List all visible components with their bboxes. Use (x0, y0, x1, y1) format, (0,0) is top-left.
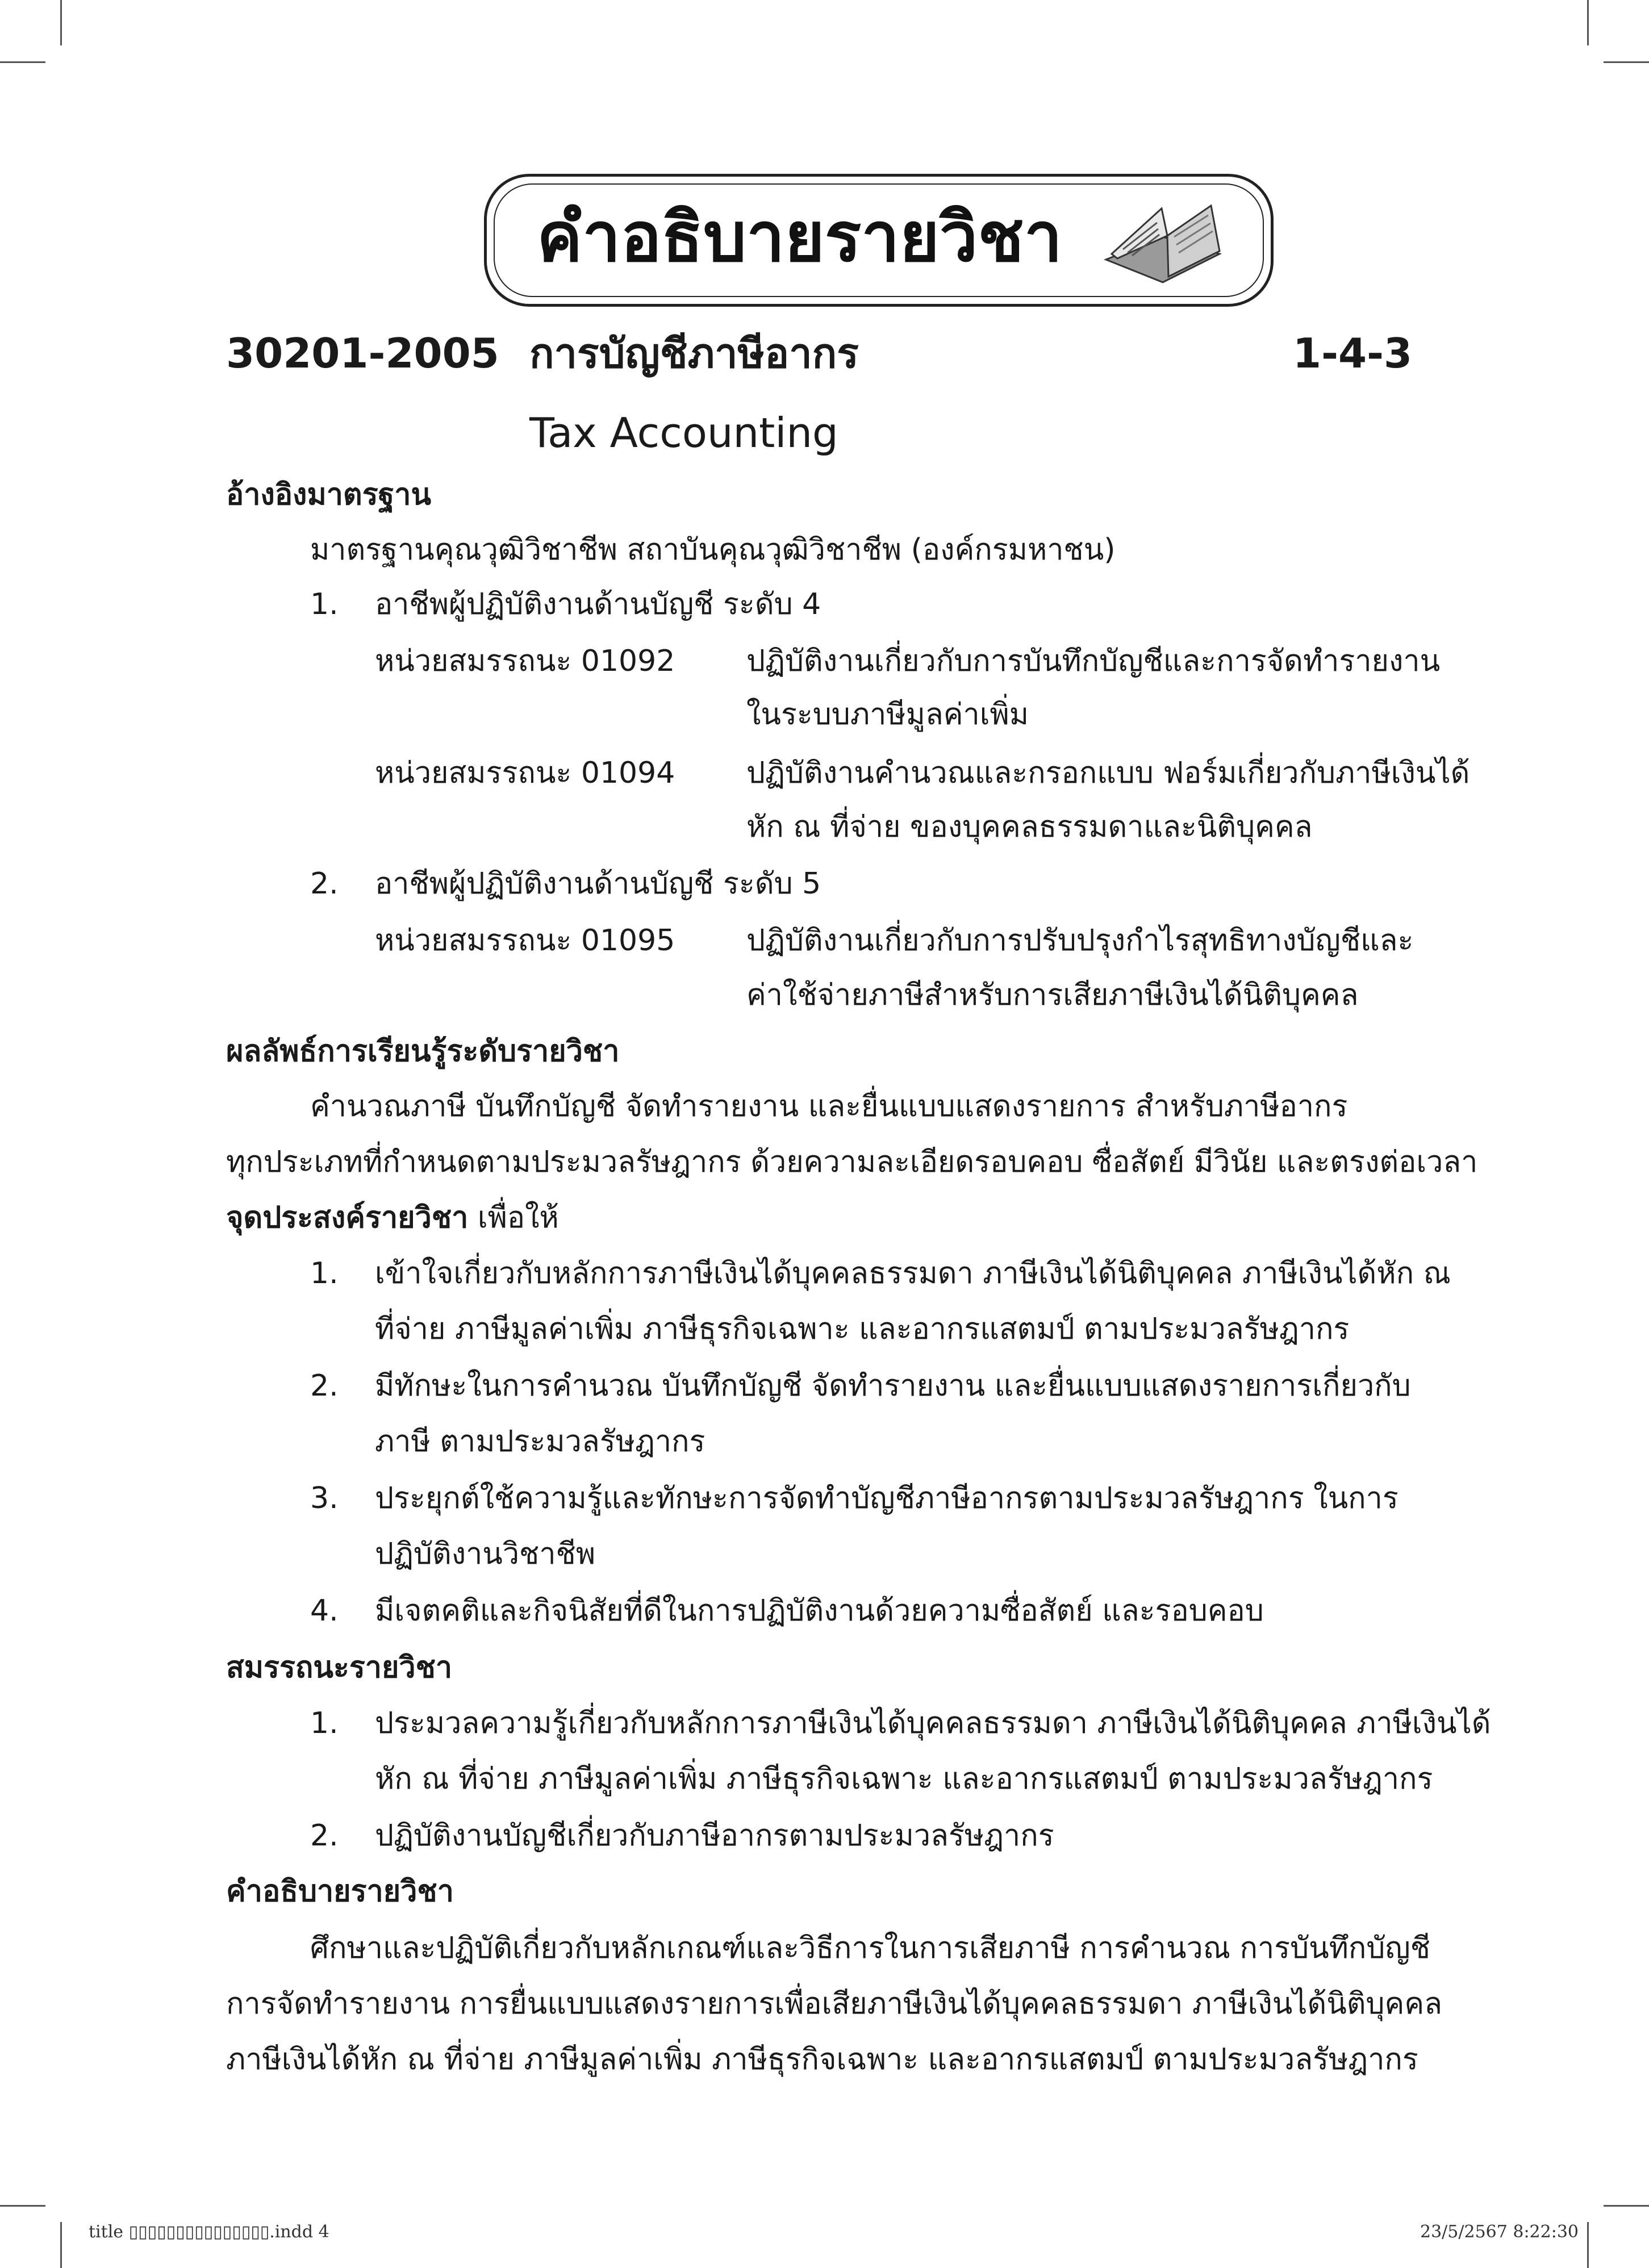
list-number: 1. (310, 1706, 339, 1740)
course-credits: 1-4-3 (1293, 329, 1413, 377)
crop-mark (1604, 2205, 1649, 2207)
crop-mark (1587, 0, 1589, 45)
crop-mark (60, 0, 62, 45)
outcome-text: คำนวณภาษี บันทึกบัญชี จัดทำรายงาน และยื่นแบบแสดงรายการ สำหรับภาษีอากร (310, 1089, 1348, 1123)
outcome-text: ทุกประเภทที่กำหนดตามประมวลรัษฎากร ด้วยความละเอียดรอบคอบ ซื่อสัตย์ มีวินัย และตรงต่อเวลา (226, 1145, 1478, 1179)
unit-label: หน่วยสมรรถนะ 01094 (375, 756, 675, 790)
list-number: 4. (310, 1594, 339, 1628)
unit-text: หัก ณ ที่จ่าย ของบุคคลธรรมดาและนิติบุคคล (746, 810, 1313, 844)
unit-text: ปฏิบัติงานคำนวณและกรอกแบบ ฟอร์มเกี่ยวกับภาษีเงินได้ (746, 756, 1470, 790)
list-item: มีเจตคติและกิจนิสัยที่ดีในการปฏิบัติงานด้วยความซื่อสัตย์ และรอบคอบ (375, 1594, 1264, 1628)
crop-mark (1587, 2222, 1589, 2268)
footer-timestamp: 23/5/2567 8:22:30 (1420, 2222, 1579, 2242)
list-item: ประยุกต์ใช้ความรู้และทักษะการจัดทำบัญชีภาษีอากรตามประมวลรัษฎากร ในการ (375, 1481, 1398, 1515)
description-text: ศึกษาและปฏิบัติเกี่ยวกับหลักเกณฑ์และวิธีการในการเสียภาษี การคำนวณ การบันทึกบัญชี (310, 1931, 1431, 1965)
page-title: คำอธิบายรายวิชา (537, 198, 1063, 277)
competency-heading: สมรรถนะรายวิชา (226, 1651, 453, 1685)
course-name-th: การบัญชีภาษีอากร (529, 329, 859, 377)
unit-text: ปฏิบัติงานเกี่ยวกับการปรับปรุงกำไรสุทธิทางบัญชีและ (746, 924, 1414, 958)
crop-mark (1604, 61, 1649, 63)
list-number: 2. (310, 1369, 339, 1403)
list-item: ปฏิบัติงานบัญชีเกี่ยวกับภาษีอากรตามประมวลรัษฎากร (375, 1819, 1054, 1853)
unit-label: หน่วยสมรรถนะ 01092 (375, 644, 675, 678)
description-heading: คำอธิบายรายวิชา (226, 1874, 454, 1908)
ref-item2-text: อาชีพผู้ปฏิบัติงานด้านบัญชี ระดับ 5 (375, 867, 821, 901)
list-number: 1. (310, 1256, 339, 1290)
unit-text: ในระบบภาษีมูลค่าเพิ่ม (746, 697, 1029, 732)
list-item: ที่จ่าย ภาษีมูลค่าเพิ่ม ภาษีธุรกิจเฉพาะ และอากรแสตมป์ ตามประมวลรัษฎากร (375, 1312, 1350, 1346)
title-banner (484, 174, 1274, 307)
outcome-heading: ผลลัพธ์การเรียนรู้ระดับรายวิชา (226, 1034, 620, 1068)
ref-item2-num: 2. (310, 867, 339, 901)
unit-label: หน่วยสมรรถนะ 01095 (375, 924, 675, 958)
description-text: การจัดทำรายงาน การยื่นแบบแสดงรายการเพื่อเสียภาษีเงินได้บุคคลธรรมดา ภาษีเงินได้นิติบุคคล (226, 1987, 1442, 2021)
ref-heading: อ้างอิงมาตรฐาน (226, 478, 432, 512)
list-number: 3. (310, 1481, 339, 1515)
list-item: ภาษี ตามประมวลรัษฎากร (375, 1425, 705, 1459)
crop-mark (0, 2205, 45, 2207)
purpose-heading: จุดประสงค์รายวิชา (226, 1201, 469, 1235)
ref-item1-num: 1. (310, 587, 339, 621)
book-icon (1095, 197, 1231, 288)
footer-file-slug: title ▯▯▯▯▯▯▯▯▯▯▯▯▯▯▯.indd 4 (89, 2222, 329, 2242)
course-name-en: Tax Accounting (529, 409, 838, 457)
course-code: 30201-2005 (226, 329, 499, 377)
list-item: เข้าใจเกี่ยวกับหลักการภาษีเงินได้บุคคลธรรมดา ภาษีเงินได้นิติบุคคล ภาษีเงินได้หัก ณ (375, 1256, 1451, 1290)
crop-mark (60, 2222, 62, 2268)
unit-text: ปฏิบัติงานเกี่ยวกับการบันทึกบัญชีและการจัดทำรายงาน (746, 644, 1441, 678)
ref-item1-text: อาชีพผู้ปฏิบัติงานด้านบัญชี ระดับ 4 (375, 587, 821, 621)
list-item: ปฏิบัติงานวิชาชีพ (375, 1537, 596, 1571)
list-item: หัก ณ ที่จ่าย ภาษีมูลค่าเพิ่ม ภาษีธุรกิจเฉพาะ และอากรแสตมป์ ตามประมวลรัษฎากร (375, 1762, 1433, 1796)
list-number: 2. (310, 1819, 339, 1853)
purpose-heading-row (226, 1197, 559, 1238)
ref-intro: มาตรฐานคุณวุฒิวิชาชีพ สถาบันคุณวุฒิวิชาชีพ (องค์กรมหาชน) (310, 533, 1116, 567)
list-item: ประมวลความรู้เกี่ยวกับหลักการภาษีเงินได้บุคคลธรรมดา ภาษีเงินได้นิติบุคคล ภาษีเงินได้ (375, 1706, 1491, 1740)
unit-text: ค่าใช้จ่ายภาษีสำหรับการเสียภาษีเงินได้นิติบุคคล (746, 978, 1359, 1012)
purpose-heading-suffix: เพื่อให้ (477, 1201, 559, 1235)
crop-mark (0, 61, 45, 63)
description-text: ภาษีเงินได้หัก ณ ที่จ่าย ภาษีมูลค่าเพิ่ม ภาษีธุรกิจเฉพาะ และอากรแสตมป์ ตามประมวลรัษฎากร (226, 2043, 1418, 2077)
list-item: มีทักษะในการคำนวณ บันทึกบัญชี จัดทำรายงาน และยื่นแบบแสดงรายการเกี่ยวกับ (375, 1369, 1411, 1403)
